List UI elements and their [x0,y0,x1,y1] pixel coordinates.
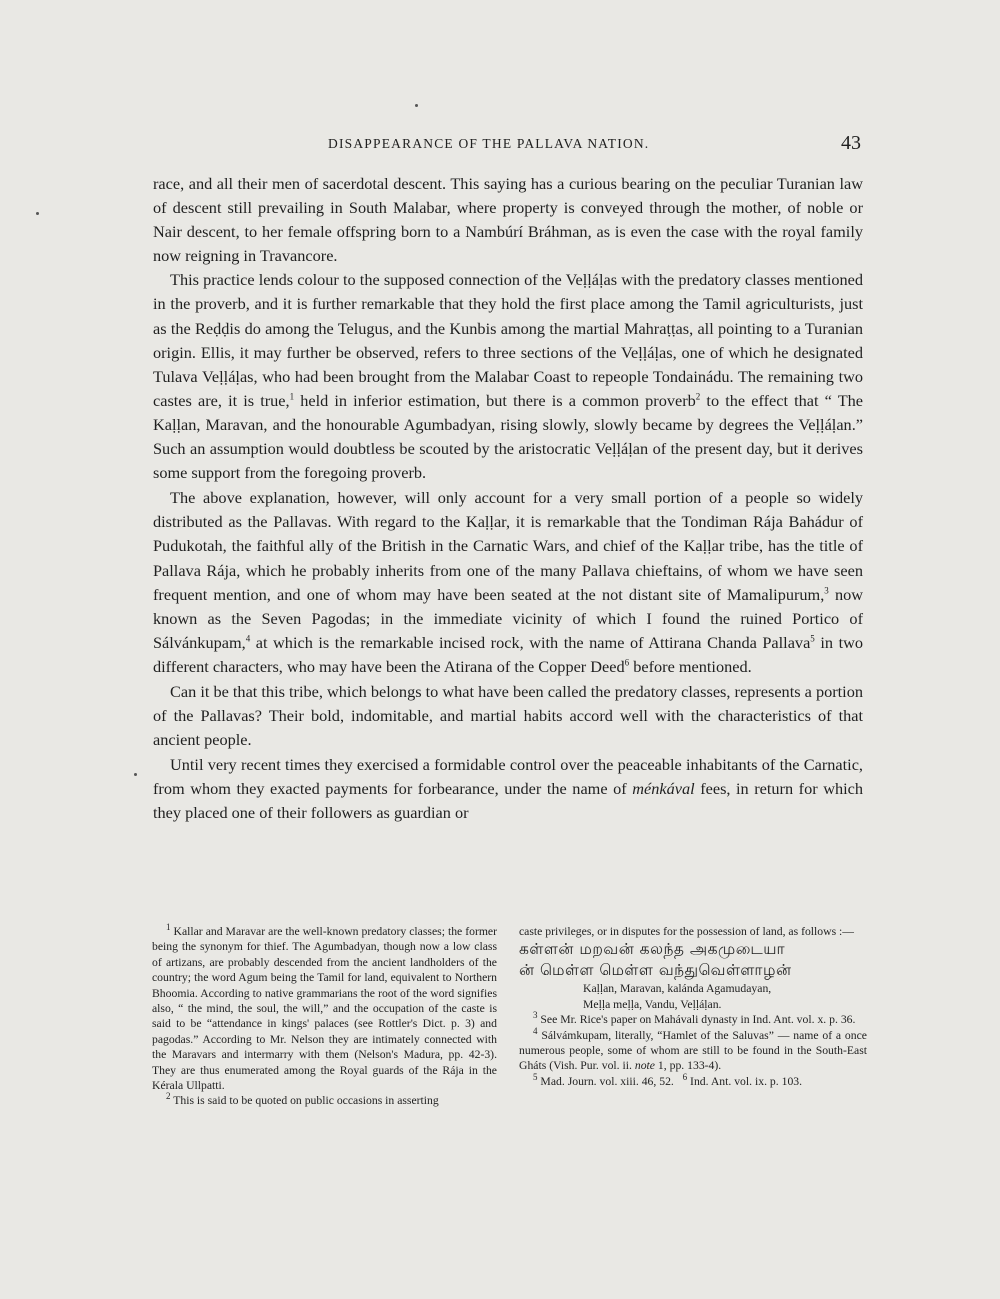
footnote-4-text-a: Sálvámkupam, literally, “Hamlet of the Saluvas” — name of a once numerous people, some of whom are still to be found in the South-East Gháts (Vish. Pur. vol. ii. [519,1028,867,1073]
footnotes-right-column [519,924,867,1089]
paper-speck [134,773,137,776]
paragraph-4 [153,680,863,752]
tamil-verse-line-1: கள்ளன் மறவன் கலந்த அகமுடையா [519,940,786,959]
footnote-ref-6[interactable]: 6 [624,657,630,668]
transliteration-line-2: Meḷḷa meḷḷa, Vandu, Veḷḷáḷan. [583,997,722,1011]
paper-speck [36,212,39,215]
footnote-3 [519,1012,867,1027]
paragraph-5-text-b: fees, in return for which they placed one of their followers as guardian or [153,779,864,823]
paragraph-3 [153,486,863,679]
footnote-5-marker: 5 [533,1071,538,1082]
paragraph-1 [153,172,863,268]
paragraph-3-text-b: now known as the Seven Pagodas; in the immediate vicinity of which I found the ruined Portico of Sálvánkupam, [153,584,864,652]
paragraph-3-text-d: in two different characters, who may have been the Atirana of the Copper Deed [153,632,863,676]
italic-term: ménkával [632,779,695,799]
paragraph-5-text-a: Until very recent times they exercised a formidable control over the peaceable inhabitants of the Carnatic, from whom they exacted payments for forbearance, under the name of [153,755,863,799]
paragraph-2 [153,268,863,485]
paragraph-2-text-a: This practice lends colour to the supposed connection of the Veḷḷáḷas with the predatory classes mentioned in the proverb, and it is further remarkable that they hold the first place among the Tamil agriculturists, just as the Reḍḍis do among the Telugus, and the Kunbis among the martial Mahraṭṭas, all pointing to a Turanian origin. Ellis, it may further be observed, refers to three sections of the Veḷḷáḷas, one of which he designated Tulava Veḷḷáḷas, who had been brought from the Malabar Coast to repeople Tondainádu. The remaining two castes are, it is true, [153,270,863,410]
paragraph-4-text: Can it be that this tribe, which belongs to what have been called the predatory classes, represents a portion of the Pallavas? Their bold, indomitable, and martial habits accord well with the characteristics of that ancient people. [153,681,863,750]
paragraph-2-text-c: to the effect that “ The Kaḷḷan, Maravan, and the honourable Agumbadyan, rising slowly, slowly became by degrees the Veḷḷáḷan.” Such an assumption would doubtless be scouted by the aristocratic Veḷḷáḷan of the present day, but it derives some support from the foregoing proverb. [153,390,864,483]
footnote-2-marker: 2 [166,1091,171,1102]
footnotes-5-6 [519,1071,867,1089]
paragraph-3-text-c: at which is the remarkable incised rock, with the name of Attirana Chanda Pallava [250,632,811,652]
main-text [153,172,863,826]
footnotes-left-column [152,924,497,1109]
running-title: DISAPPEARANCE OF THE PALLAVA NATION. [328,136,650,151]
footnote-ref-5[interactable]: 5 [810,633,815,644]
footnote-ref-2[interactable]: 2 [695,391,701,402]
paragraph-3-text-e: before mentioned. [629,656,752,676]
footnote-2-continued: caste privileges, or in disputes for the possession of land, as follows :— [519,925,854,938]
paragraph-3-text-a: The above explanation, however, will only account for a very small portion of a people so widely distributed as the Pallavas. With regard to the Kaḷḷar, it is remarkable that the Tondiman Rája Bahádur of Pudukotah, the faithful ally of the British in the Carnatic Wars, and chief of the Kaḷḷar tribe, has the title of Pallava Rája, which he probably inherits from one of the many Pallava chieftains, of whom we have seen frequent mention, and one of whom may have been seated at the not distant site of Mamalipurum, [153,488,863,604]
footnote-ref-4[interactable]: 4 [245,633,251,644]
footnote-ref-1[interactable]: 1 [289,391,295,402]
footnote-2-text: This is said to be quoted on public occasions in asserting [173,1094,439,1108]
footnote-4-italic: note [634,1059,655,1073]
paragraph-5 [153,753,863,825]
page-header [150,132,865,156]
paragraph-2-text-b: held in inferior estimation, but there is a common proverb [294,390,696,410]
footnote-3-text: See Mr. Rice's paper on Mahávali dynasty in Ind. Ant. vol. x. p. 36. [540,1013,856,1027]
paragraph-1-text: race, and all their men of sacerdotal descent. This saying has a curious bearing on the peculiar Turanian law of descent still prevailing in South Malabar, where property is conveyed through the mother, of noble or Nair descent, to her female offspring born to a Nambúrí Bráhman, as is even the case with the royal family now reigning in Travancore. [153,174,863,266]
footnote-5-text: Mad. Journ. vol. xiii. 46, 52. [540,1074,674,1088]
page-number: 43 [841,132,861,154]
tamil-verse-line-2: ன் மெள்ள மெள்ள வந்துவெள்ளாழன் [519,961,792,980]
footnote-6-text: Ind. Ant. vol. ix. p. 103. [690,1074,803,1088]
footnote-2 [152,1093,497,1108]
footnote-1 [152,924,497,1093]
footnote-ref-3[interactable]: 3 [824,585,829,596]
transliteration-line-1: Kaḷḷan, Maravan, kalánda Agamudayan, [583,982,772,996]
footnote-1-marker: 1 [166,922,171,933]
footnote-4-marker: 4 [533,1025,538,1036]
footnote-1-text: Kallar and Maravar are the well-known predatory classes; the former being the synonym for thief. The Agumbadyan, though now a low class of artizans, are probably descended from the ancient landholders of the country; the word Agum being the Tamil for land, equivalent to Northern Bhoomia. According to native grammarians the root of the word signifies also, “ the mind, the soul, the will,” and the occupation of the caste is said to be “attendance in kings' palaces (see Rottler's Dict. p. 3) and pagodas.” According to Mr. Nelson they are intimately connected with the Maravars and intermarry with them (Nelson's Madura, pp. 42-3). They are thus enumerated among the Royal guards of the Rája in the Kérala Ullpatti. [152,925,498,1093]
footnote-6-marker: 6 [682,1071,688,1082]
footnote-4-text-b: 1, pp. 133-4). [654,1059,722,1073]
paper-speck [415,104,418,107]
footnote-4 [519,1025,867,1074]
footnote-3-marker: 3 [533,1010,538,1021]
